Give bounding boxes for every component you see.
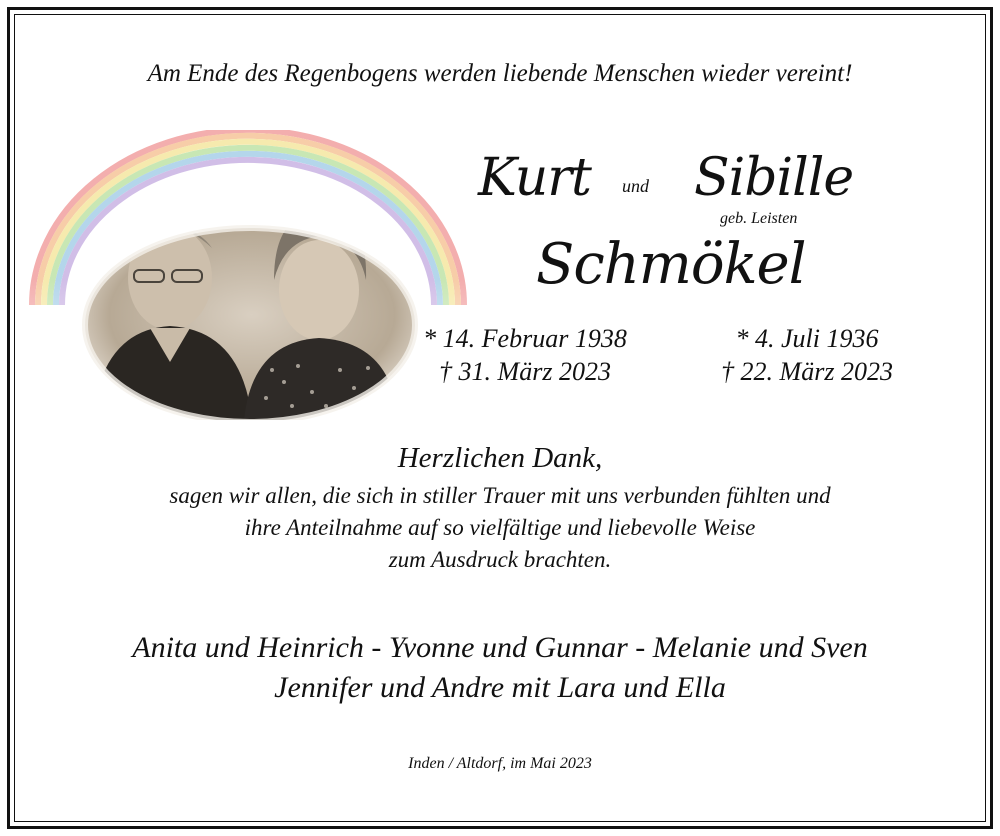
thanks-line: sagen wir allen, die sich in stiller Trauer mit uns verbunden fühlten und: [169, 483, 831, 508]
family-line: Jennifer und Andre mit Lara und Ella: [274, 671, 726, 704]
birth-date-sibille: * 4. Juli 1936: [735, 324, 879, 353]
thanks-heading: Herzlichen Dank,: [397, 442, 603, 474]
maiden-name: geb. Leisten: [720, 210, 798, 227]
family-signature: [0, 628, 1000, 708]
thanks-line: zum Ausdruck brachten.: [388, 547, 612, 572]
first-name-sibille: Sibille: [694, 148, 854, 208]
dates-kurt: [400, 322, 650, 388]
motto-line: Am Ende des Regenbogens werden liebende Menschen wieder vereint!: [147, 60, 853, 87]
death-date-sibille: † 22. März 2023: [721, 357, 893, 386]
birth-date-kurt: * 14. Februar 1938: [423, 324, 627, 353]
first-name-kurt: Kurt: [478, 148, 591, 208]
death-date-kurt: † 31. März 2023: [439, 357, 611, 386]
family-line: Anita und Heinrich - Yvonne und Gunnar - Melanie und Sven: [132, 631, 868, 664]
thanks-text: [0, 480, 1000, 576]
dates-sibille: [692, 322, 922, 388]
thanks-line: ihre Anteilnahme auf so vielfältige und liebevolle Weise: [244, 515, 756, 540]
name-connector: und: [622, 176, 649, 196]
surname: Schmökel: [536, 232, 806, 297]
place-date: Inden / Altdorf, im Mai 2023: [408, 755, 592, 772]
